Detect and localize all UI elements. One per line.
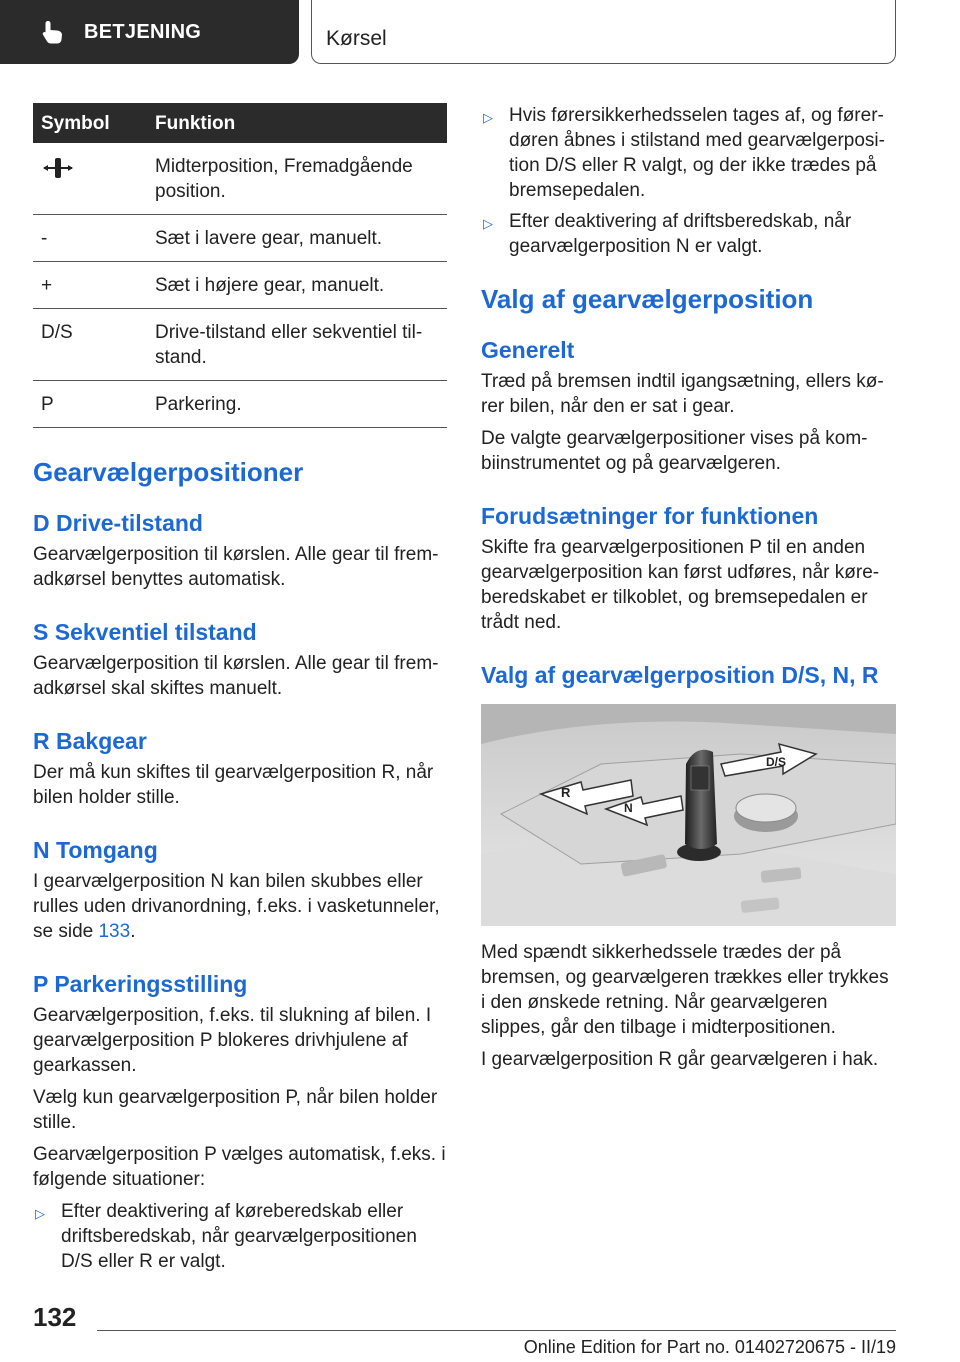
heading-park: P Parkeringsstilling [33, 971, 248, 997]
triangle-bullet-icon: ▷ [483, 216, 493, 231]
table-cell-function: Sæt i lavere gear, manuelt. [155, 215, 447, 262]
paragraph-dsnr-1: Med spændt sikkerhedssele trædes der på bremsen, og gearvælgeren trækkes eller trykkes i den ønskede retning. Når gearvælgeren slippes, går den tilbage i midterpositionen. [481, 942, 889, 1038]
table-row [33, 309, 447, 381]
triangle-bullet-icon: ▷ [35, 1206, 45, 1221]
paragraph-general-2: De valgte gearvælgerpositioner vises på kom-biinstrumentet og på gearvælgeren. [481, 428, 868, 474]
table-cell-symbol: - [33, 215, 155, 262]
triangle-bullet-icon: ▷ [483, 110, 493, 125]
table-cell-function: Drive-tilstand eller sekventiel til-stand. [155, 309, 447, 381]
park-bullet-list [33, 1199, 447, 1274]
page-reference-link[interactable]: 133 [98, 921, 131, 942]
paragraph-park-2: Vælg kun gearvælgerposition P, når bilen holder stille. [33, 1087, 438, 1133]
section-title: BETJENING [84, 20, 202, 43]
table-cell-symbol: P [33, 381, 155, 428]
list-item [481, 209, 896, 259]
table-cell-symbol [33, 143, 155, 215]
heading-select-gear: Valg af gearvælgerposition [481, 284, 814, 314]
table-row [33, 215, 447, 262]
chapter-tab [311, 0, 896, 64]
arrow-label-n: N [624, 801, 633, 815]
paragraph-neutral-text: I gearvælgerposition N kan bilen skubbes eller rulles uden drivanordning, f.eks. i vasketunneler, se side [33, 871, 440, 942]
table-row [33, 143, 447, 215]
gear-lever-center-icon [43, 156, 73, 180]
list-item-text: Efter deaktivering af driftsberedskab, når gearvælgerposition N er valgt. [509, 211, 852, 257]
park-bullet-list-continued [481, 103, 896, 259]
footer-divider [97, 1330, 896, 1331]
table-row [33, 262, 447, 309]
list-item [33, 1199, 447, 1274]
heading-drive-mode: D Drive-tilstand [33, 510, 203, 536]
heading-reverse: R Bakgear [33, 728, 147, 754]
gear-selector-photo [481, 704, 896, 926]
list-item-text: Hvis førersikkerhedsselen tages af, og fører-døren åbnes i stilstand med gearvælgerposi-tion D/S eller R valgt, og der ikke trædes på bremsepedalen. [509, 105, 885, 201]
table-cell-function: Sæt i højere gear, manuelt. [155, 262, 447, 309]
heading-gear-positions: Gearvælgerpositioner [33, 457, 304, 487]
paragraph-neutral-end: . [130, 921, 136, 942]
paragraph-dsnr-2: I gearvælgerposition R går gearvælgeren i hak. [481, 1049, 879, 1070]
table-row [33, 381, 447, 428]
arrow-label-ds: D/S [766, 755, 787, 769]
paragraph-neutral [33, 869, 447, 944]
table-header-symbol: Symbol [33, 103, 155, 143]
table-header-function: Funktion [155, 103, 447, 143]
heading-neutral: N Tomgang [33, 837, 158, 863]
paragraph-park-3: Gearvælgerposition P vælges automatisk, f.eks. i følgende situationer: [33, 1144, 446, 1190]
heading-sequential-mode: S Sekventiel tilstand [33, 619, 257, 645]
table-cell-symbol: D/S [33, 309, 155, 381]
list-item [481, 103, 896, 203]
table-cell-function: Parkering. [155, 381, 447, 428]
paragraph-park-1: Gearvælgerposition, f.eks. til slukning af bilen. I gearvælgerposition P blokeres drivhjulene af gearkassen. [33, 1005, 432, 1076]
left-column [33, 103, 447, 1274]
paragraph-sequential-mode: Gearvælgerposition til kørslen. Alle gear til frem-adkørsel skal skiftes manuelt. [33, 653, 439, 699]
page-number: 132 [33, 1302, 77, 1332]
paragraph-reverse: Der må kun skiftes til gearvælgerposition R, når bilen holder stille. [33, 762, 434, 808]
edition-text: Online Edition for Part no. 01402720675 - II/19 [523, 1337, 896, 1357]
right-column [481, 103, 896, 1072]
hand-pointer-icon [40, 19, 66, 45]
paragraph-general-1: Træd på bremsen indtil igangsætning, ellers kø-rer bilen, når den er sat i gear. [481, 371, 884, 417]
table-header-row [33, 103, 447, 143]
list-item-text: Efter deaktivering af køreberedskab eller driftsberedskab, når gearvælgerpositionen D/S eller R er valgt. [61, 1201, 417, 1272]
chapter-title: Kørsel [326, 27, 387, 50]
heading-select-dsnr: Valg af gearvælgerposition D/S, N, R [481, 662, 879, 688]
section-tab [0, 0, 299, 64]
paragraph-drive-mode: Gearvælgerposition til kørslen. Alle gear til frem-adkørsel benyttes automatisk. [33, 544, 439, 590]
table-cell-function: Midterposition, Fremadgående position. [155, 143, 447, 215]
symbol-table [33, 103, 447, 428]
arrow-label-r: R [561, 785, 571, 800]
table-cell-symbol: + [33, 262, 155, 309]
paragraph-prerequisites: Skifte fra gearvælgerpositionen P til en anden gearvælgerposition kan først udføres, når køre-beredskabet er tilkoblet, og bremsepedalen er trådt ned. [481, 537, 880, 633]
heading-general: Generelt [481, 337, 575, 363]
heading-prerequisites: Forudsætninger for funktionen [481, 503, 819, 529]
